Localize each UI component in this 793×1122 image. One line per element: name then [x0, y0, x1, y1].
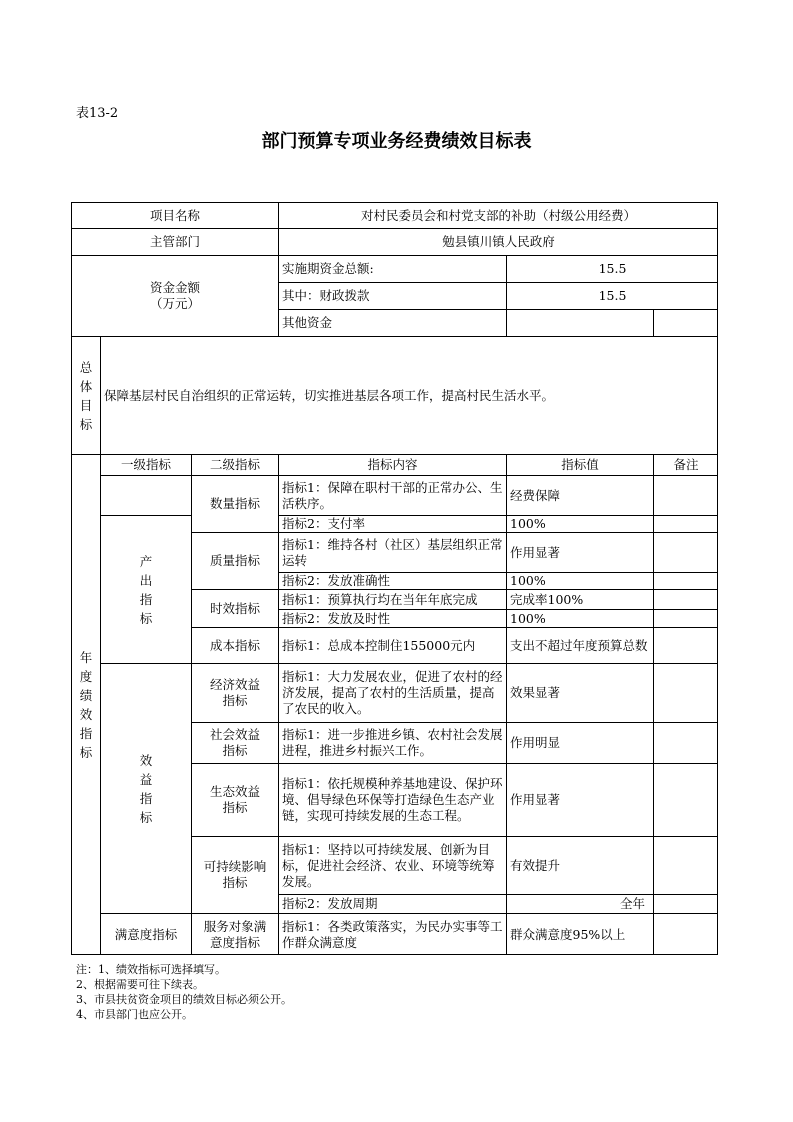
social-content: 指标1：进一步推进乡镇、农村社会发展进程，推进乡村振兴工作。 — [278, 722, 506, 763]
cost-remark — [653, 627, 718, 663]
timely-label: 时效指标 — [191, 589, 278, 627]
header-content: 指标内容 — [278, 454, 506, 475]
sustainable-2-content: 指标2：发放周期 — [278, 894, 506, 913]
notes — [76, 962, 292, 1022]
economic-remark — [653, 663, 718, 722]
page-title: 部门预算专项业务经费绩效目标表 — [261, 131, 532, 152]
note-3: 3、市县扶贫资金项目的绩效目标必须公开。 — [76, 993, 292, 1006]
satisfaction-value: 群众满意度95%以上 — [506, 913, 653, 955]
pay-rate-remark — [653, 515, 718, 532]
pay-rate-value: 100% — [506, 515, 653, 532]
timely-1-value: 完成率100% — [506, 589, 653, 609]
indicator-section-cell — [71, 454, 100, 955]
quantity-remark — [653, 475, 718, 515]
social-value: 作用明显 — [506, 722, 653, 763]
economic-value: 效果显著 — [506, 663, 653, 722]
economic-content: 指标1：大力发展农业，促进了农村的经济发展，提高了农村的生活质量，提高了农民的收入。 — [278, 663, 506, 722]
timely-1-content: 指标1：预算执行均在当年年底完成 — [278, 589, 506, 609]
economic-label: 经济效益指标 — [191, 663, 278, 722]
header-value: 指标值 — [506, 454, 653, 475]
sustainable-label: 可持续影响指标 — [191, 836, 278, 913]
funds-fiscal-label: 其中：财政拨款 — [278, 282, 506, 309]
funds-label — [71, 255, 278, 336]
satisfaction-content: 指标1：各类政策落实，为民办实事等工作群众满意度 — [278, 913, 506, 955]
ecological-content: 指标1：依托规模种养基地建设、保护环境、倡导绿色环保等打造绿色生态产业链，实现可持续发展的生态工程。 — [278, 763, 506, 836]
quality-label: 质量指标 — [191, 532, 278, 589]
funds-other-extra — [653, 309, 718, 336]
table-number: 表13-2 — [76, 106, 119, 121]
service-satisfaction-label: 服务对象满意度指标 — [191, 913, 278, 955]
timely-2-content: 指标2：发放及时性 — [278, 609, 506, 627]
goal-label-cell — [71, 336, 100, 454]
funds-other-label: 其他资金 — [278, 309, 506, 336]
quality-2-content: 指标2：发放准确性 — [278, 572, 506, 589]
note-1: 注：1、绩效指标可选择填写。 — [76, 963, 226, 976]
benefit-label: 效益指标 — [139, 752, 153, 825]
social-remark — [653, 722, 718, 763]
satisfaction-label: 满意度指标 — [100, 913, 191, 955]
output-label-cell — [100, 515, 191, 663]
funds-label-line2: （万元） — [149, 296, 200, 311]
timely-2-value: 100% — [506, 609, 653, 627]
quality-1-remark — [653, 532, 718, 572]
funds-total-value: 15.5 — [506, 255, 718, 282]
funds-total-label: 实施期资金总额: — [278, 255, 506, 282]
header-level2: 二级指标 — [191, 454, 278, 475]
satisfaction-remark — [653, 913, 718, 955]
sustainable-2-value: 全年 — [506, 894, 653, 913]
sustainable-1-value: 有效提升 — [506, 836, 653, 894]
ecological-label: 生态效益指标 — [191, 763, 278, 836]
quantity-label: 数量指标 — [191, 475, 278, 532]
funds-other-value — [506, 309, 653, 336]
cost-label: 成本指标 — [191, 627, 278, 663]
ecological-remark — [653, 763, 718, 836]
cost-content: 指标1：总成本控制住155000元内 — [278, 627, 506, 663]
note-4: 4、市县部门也应公开。 — [76, 1008, 193, 1021]
benefit-label-cell — [100, 663, 191, 913]
indicator-section-label: 年度绩效指标 — [79, 650, 93, 760]
quantity-content: 指标1：保障在职村干部的正常办公、生活秩序。 — [278, 475, 506, 515]
timely-1-remark — [653, 589, 718, 609]
social-label: 社会效益指标 — [191, 722, 278, 763]
quality-1-content: 指标1：维持各村（社区）基层组织正常运转 — [278, 532, 506, 572]
department-label: 主管部门 — [71, 228, 278, 255]
goal-text: 保障基层村民自治组织的正常运转，切实推进基层各项工作，提高村民生活水平。 — [100, 336, 718, 454]
cost-value: 支出不超过年度预算总数 — [506, 627, 653, 663]
quality-1-value: 作用显著 — [506, 532, 653, 572]
output-label: 产出指标 — [139, 553, 153, 626]
funds-label-line1: 资金金额 — [149, 280, 200, 295]
quality-2-value: 100% — [506, 572, 653, 589]
quality-2-remark — [653, 572, 718, 589]
header-level1: 一级指标 — [100, 454, 191, 475]
funds-fiscal-value: 15.5 — [506, 282, 718, 309]
sustainable-2-remark — [653, 894, 718, 913]
goal-label: 总体目标 — [79, 359, 93, 432]
sustainable-1-remark — [653, 836, 718, 894]
note-2: 2、根据需要可往下续表。 — [76, 978, 204, 991]
department-value: 勉县镇川镇人民政府 — [278, 228, 718, 255]
header-remark: 备注 — [653, 454, 718, 475]
pay-rate-content: 指标2：支付率 — [278, 515, 506, 532]
project-name-value: 对村民委员会和村党支部的补助（村级公用经费） — [278, 202, 718, 228]
sustainable-1-content: 指标1：坚持以可持续发展、创新为目标，促进社会经济、农业、环境等统筹发展。 — [278, 836, 506, 894]
ecological-value: 作用显著 — [506, 763, 653, 836]
project-name-label: 项目名称 — [71, 202, 278, 228]
timely-2-remark — [653, 609, 718, 627]
quantity-value: 经费保障 — [506, 475, 653, 515]
level1-blank — [100, 475, 191, 515]
